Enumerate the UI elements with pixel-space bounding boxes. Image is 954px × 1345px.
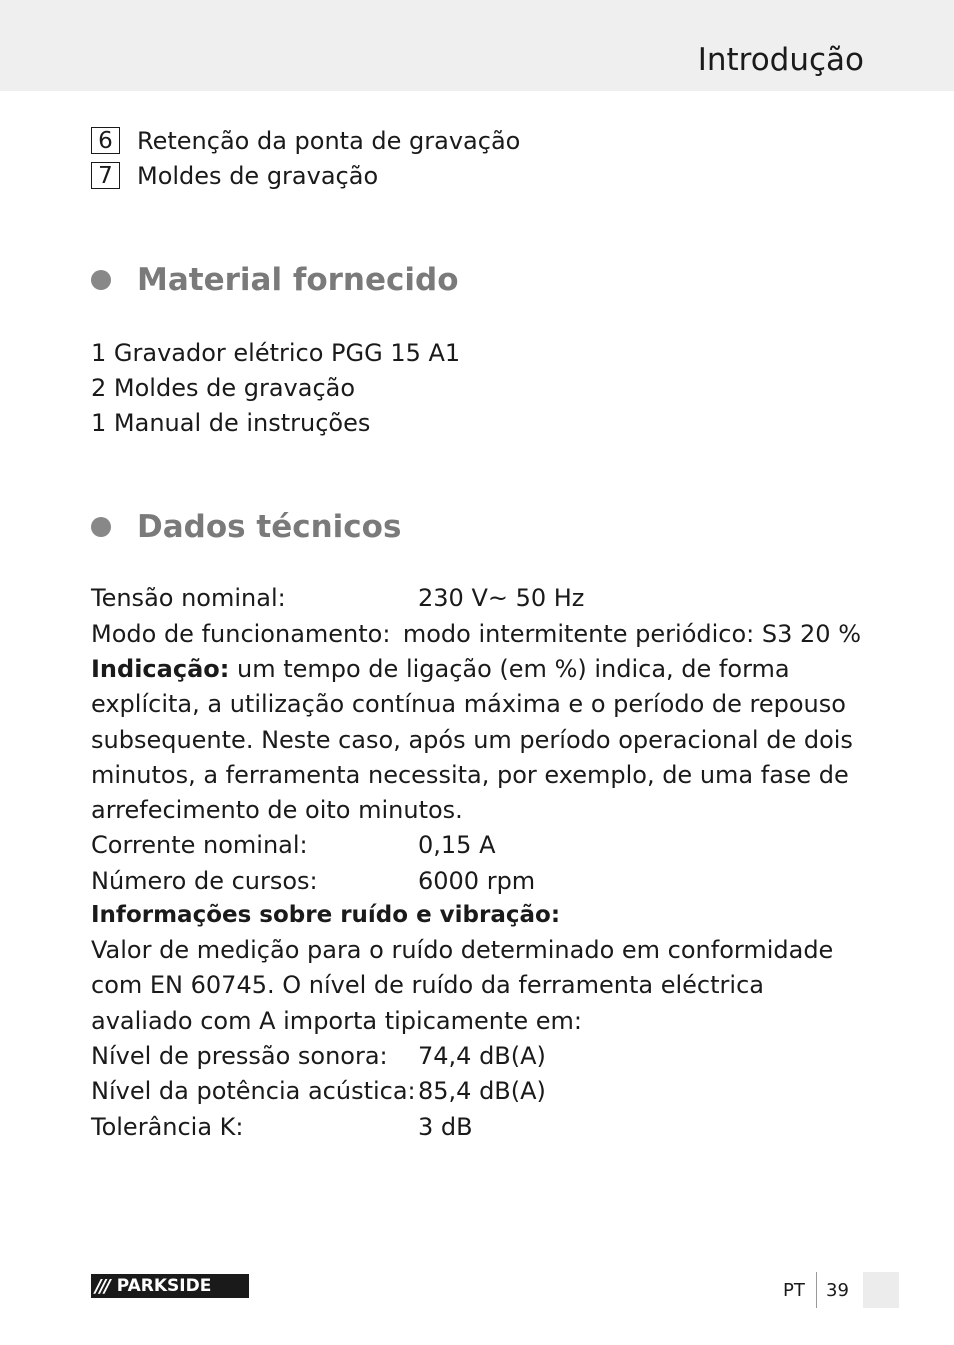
spec-label: Corrente nominal: <box>91 831 308 860</box>
spec-value: modo intermitente periódico: S3 20 % <box>402 619 861 648</box>
spec-row-strokes <box>91 864 861 900</box>
page-title: Introdução <box>697 42 864 78</box>
section-heading-tech <box>91 509 401 545</box>
noise-heading: Informações sobre ruído e vibração: <box>91 902 561 928</box>
footer-tab-box <box>863 1272 899 1308</box>
spec-value: 74,4 dB(A) <box>418 1041 546 1070</box>
note-paragraph <box>91 652 861 828</box>
spec-value: 0,15 A <box>418 831 496 860</box>
section-title: Material fornecido <box>137 262 459 298</box>
part-item <box>91 158 520 193</box>
language-code: PT <box>783 1280 805 1301</box>
spec-label: Tensão nominal: <box>91 584 286 612</box>
section-title: Dados técnicos <box>137 509 402 545</box>
part-label: Moldes de gravação <box>137 161 379 190</box>
list-item: 2 Moldes de gravação <box>91 374 356 402</box>
spec-row-tolerance <box>91 1110 861 1146</box>
part-label: Retenção da ponta de gravação <box>137 126 521 155</box>
spec-value: 3 dB <box>418 1112 473 1141</box>
tech-specs <box>91 581 861 899</box>
spec-label: Modo de funcionamento: <box>91 619 391 648</box>
footer-divider <box>816 1272 817 1308</box>
bullet-icon <box>91 270 111 290</box>
spec-label: Nível da potência acústica: <box>91 1077 416 1106</box>
section-heading-delivery <box>91 262 459 298</box>
spec-row-sound-pressure <box>91 1039 861 1075</box>
spec-value: 230 V~ 50 Hz <box>418 584 585 612</box>
spec-label: Nível de pressão sonora: <box>91 1041 388 1070</box>
parkside-logo <box>91 1274 249 1298</box>
spec-value: 6000 rpm <box>418 866 536 895</box>
spec-label: Tolerância K: <box>91 1112 244 1141</box>
part-number-box: 7 <box>91 162 120 189</box>
bullet-icon <box>91 517 111 537</box>
noise-specs <box>91 898 861 1145</box>
spec-row-current <box>91 828 861 864</box>
spec-row-voltage <box>91 581 861 617</box>
spec-value: 85,4 dB(A) <box>418 1077 546 1106</box>
page-number: 39 <box>826 1280 849 1301</box>
note-label: Indicação: <box>91 655 230 683</box>
list-item: 1 Manual de instruções <box>91 409 371 437</box>
noise-paragraph: Valor de medição para o ruído determinado em conformidade com EN 60745. O nível de ruído da ferramenta eléctrica avaliado com A importa tipicamente em: <box>91 936 834 1035</box>
header-band <box>0 0 954 91</box>
spec-label: Número de cursos: <box>91 866 318 895</box>
delivery-list <box>91 336 460 441</box>
note-text: um tempo de ligação (em %) indica, de forma explícita, a utilização contínua máxima e o período de repouso subsequente. Neste caso, após um período operacional de dois minutos, a ferramenta necessita, por exemplo, de uma fase de arrefecimento de oito minutos. <box>91 655 853 825</box>
spec-row-mode <box>91 617 861 653</box>
logo-slashes: /// <box>95 1275 109 1297</box>
logo-brand: PARKSIDE <box>116 1276 212 1296</box>
part-number-box: 6 <box>91 127 120 154</box>
parts-list <box>91 123 520 193</box>
part-item <box>91 123 520 158</box>
list-item: 1 Gravador elétrico PGG 15 A1 <box>91 339 461 367</box>
spec-row-sound-power <box>91 1074 861 1110</box>
